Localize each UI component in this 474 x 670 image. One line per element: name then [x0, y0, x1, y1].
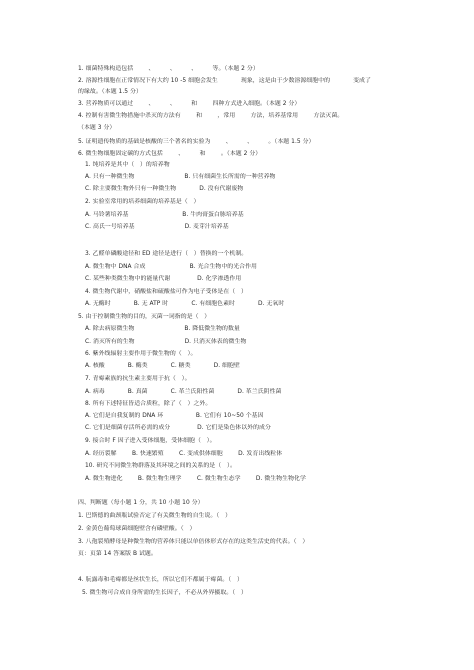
- mc-q2-options-ab: A. 马铃薯培养基 B. 牛肉膏蛋白胨培养基: [85, 212, 244, 218]
- mc-question-2: 2. 实验室常用的培养细菌的培养基是（ ）: [85, 199, 200, 205]
- mc-question-9: 9. 接合时 F 因子进入受体细胞，受体细胞（ ）。: [85, 438, 216, 444]
- mc-q1-options-cd: C. 除主要微生物外只有一种微生物 D. 没有代谢废物: [85, 186, 244, 192]
- section-heading-true-false: 四、判断题（每小题 1 分，共 10 小题 10 分）: [78, 500, 204, 506]
- mc-q5-options-ab: A. 除去病原微生物 B. 降低微生物的数量: [85, 326, 240, 332]
- mc-question-1: 1. 纯培养是其中（ ）的培养物: [85, 162, 170, 168]
- mc-q4-options: A. 无酶时 B. 无 ATP 时 C. 有细胞色素时 D. 无氧时: [85, 301, 285, 307]
- tf-question-5: 5. 微生物可合成自身所需的生长因子，不必从外界摄取。（ ）: [82, 590, 247, 596]
- mc-q2-options-cd: C. 高氏一号培养基 D. 麦芽汁培养基: [85, 224, 229, 230]
- fill-blank-question-5: 5. 证明遗传物质的基础是核酸的三个著名的实验为 、 、 。（本题 1.5 分）: [78, 139, 315, 145]
- mc-question-4: 4. 微生物代谢中，硝酸盐和硫酸盐可作为电子受体是在（ ）: [85, 289, 247, 295]
- tf-question-2: 2. 金黄色葡萄球菌细胞壁含有磷壁酸。（ ）: [78, 526, 196, 532]
- mc-q9-options: A. 经历裂解 B. 快速繁殖 C. 变成供体细胞 D. 发育出线粒体: [85, 451, 283, 457]
- fill-blank-question-3: 3. 营养物质可以通过 、 、 和 四种方式进入细胞。（本题 2 分）: [78, 101, 301, 107]
- tf-question-1: 1. 巴斯德的曲颈瓶试验否定了有关微生物的自生说。（ ）: [78, 513, 232, 519]
- mc-question-6: 6. 紫外线辐射主要作用于微生物的（ ）。: [85, 351, 197, 357]
- mc-q10-options: A. 微生物进化 B. 微生物生理学 C. 微生物生态学 D. 微生物生物化学: [85, 476, 306, 482]
- fill-blank-question-4-cont: （本题 3 分）: [78, 125, 116, 131]
- mc-question-10: 10. 研究不同微生物群落及其环境之间的关系的是（ ）。: [85, 463, 236, 469]
- mc-question-3: 3. 乙醛单磷酸途径和 ED 途径是进行（ ）替换的一个机制。: [85, 251, 248, 257]
- fill-blank-question-1: 1. 细菌特殊构造包括 、 、 、 等。（本题 2 分）: [78, 66, 259, 72]
- mc-question-8: 8. 所有下述特征皆适合质粒，除了（ ）之外。: [85, 401, 212, 407]
- mc-q8-options-ab: A. 它们是自我复制的 DNA 环 B. 它们有 10~50 个基因: [85, 413, 264, 419]
- tf-question-3: 3. 八孢裂殖酵母是种微生物的营养体只能以单倍体形式存在的这类生活史的代表。（ ）: [78, 539, 309, 545]
- mc-q1-options-ab: A. 只有一种微生物 B. 只有细菌生长所需的一种营养物: [85, 174, 276, 180]
- mc-q5-options-cd: C. 消灭所有的生物 D. 只消灭体表的微生物: [85, 339, 247, 345]
- mc-question-7: 7. 青霉素族的抗生素主要用于抗（ ）。: [85, 376, 191, 382]
- fill-blank-question-2: 2. 溶源性细胞在正常情况下有大约 10 -5 细胞会发生 现象，这是由于少数溶源细胞中的 变成了: [78, 78, 371, 84]
- mc-q8-options-cd: C. 它们是细菌存活所必需的成分 D. 它们是染色体以外的成分: [85, 425, 271, 431]
- fill-blank-question-4: 4. 控制有害微生物措施中杀灭的方法有 和 ，常用 方法，培养基常用 方法灭菌。: [78, 113, 344, 119]
- fill-blank-question-6: 6. 微生物细胞固定碳的方式包括 、 和 。（本题 2 分）: [78, 151, 262, 157]
- mc-q7-options: A. 病毒 B. 真菌 C. 革兰氏阳性菌 D. 革兰氏阴性菌: [85, 389, 282, 395]
- tf-question-4: 4. 朊露毒和毛霉都是丝状生长，所以它们不都属于霉菌。（ ）: [78, 577, 243, 583]
- mc-q6-options: A. 核酸 B. 酶类 C. 糖类 D. 细胞壁: [85, 363, 240, 369]
- mc-question-5: 5. 由于控制微生物的目的，灭菌一词指的是（ ）: [78, 314, 211, 320]
- fill-blank-question-2-cont: 的缘故。（本题 1.5 分）: [78, 89, 142, 95]
- mc-q3-options-ab: A. 微生物中 DNA 合成 B. 光合生物中的光合作用: [85, 264, 257, 270]
- page-footer-note: 页：页第 14 答案版 B 试题。: [78, 551, 157, 557]
- mc-q3-options-cd: C. 某些种类微生物中的能量代谢 D. 化学渗透作用: [85, 276, 242, 282]
